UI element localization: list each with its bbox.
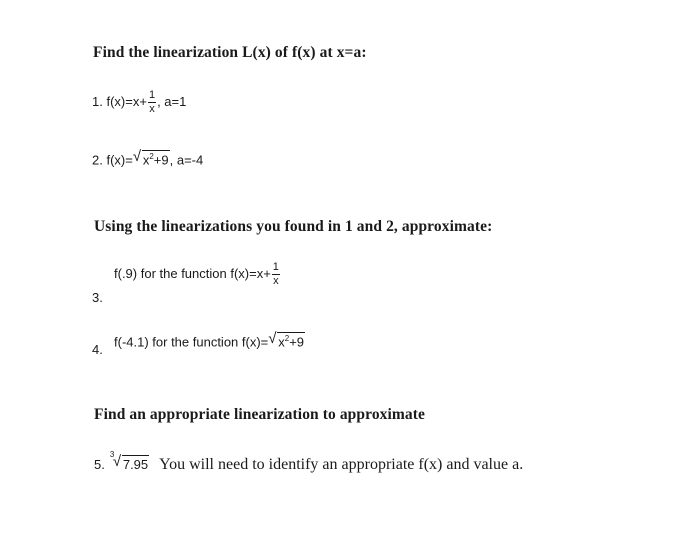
problem-5-instruction: You will need to identify an appropriate f(x) and value a. [159, 456, 524, 473]
radicand-variable: x [278, 334, 285, 350]
fraction-denominator: x [273, 275, 279, 287]
radical-sign-icon: √ [112, 453, 122, 470]
radical-sign-icon: √ [132, 148, 142, 165]
problem-5-number: 5. [94, 457, 105, 472]
radicand-constant: +9 [289, 334, 305, 350]
square-root [133, 150, 170, 167]
fraction-denominator: x [149, 103, 155, 115]
section-heading-approximate: Using the linearizations you found in 1 and 2, approximate: [94, 218, 493, 235]
problem-2-number: 2. [92, 152, 103, 168]
cube-root-radicand: 7.95 [122, 457, 149, 472]
fraction-numerator: 1 [148, 89, 156, 101]
problem-2-point: , a=-4 [169, 152, 204, 168]
problem-1-fraction [148, 90, 156, 115]
problem-5 [94, 450, 524, 474]
root-index: 3 [109, 450, 115, 459]
problem-4-text: f(-4.1) for the function f(x)= [114, 334, 269, 350]
square-root [268, 332, 305, 349]
radicand-variable: x [142, 152, 150, 168]
problem-1-number: 1. [92, 93, 103, 109]
radicand-constant: +9 [153, 152, 169, 168]
problem-3-text: f(.9) for the function f(x)=x+ [114, 265, 271, 281]
problem-1-function: f(x)=x+ [106, 93, 147, 109]
radicand-exponent: 2 [284, 334, 290, 343]
section-heading-appropriate-linearization: Find an appropriate linearization to approximate [94, 406, 426, 423]
problem-4-number: 4. [92, 342, 103, 357]
fraction-numerator: 1 [272, 261, 279, 273]
cube-root [109, 450, 149, 472]
section-heading-linearization: Find the linearization L(x) of f(x) at x=a: [93, 44, 367, 61]
radicand-exponent: 2 [149, 152, 154, 161]
problem-3-number: 3. [92, 290, 103, 305]
problem-3-fraction [272, 262, 280, 287]
problem-1-point: , a=1 [157, 93, 187, 109]
problem-2-function: f(x)= [106, 152, 133, 168]
problem-1 [92, 90, 186, 115]
problem-2 [92, 150, 203, 167]
problem-4 [114, 332, 305, 349]
radical-sign-icon: √ [268, 330, 277, 347]
problem-3 [114, 262, 281, 287]
